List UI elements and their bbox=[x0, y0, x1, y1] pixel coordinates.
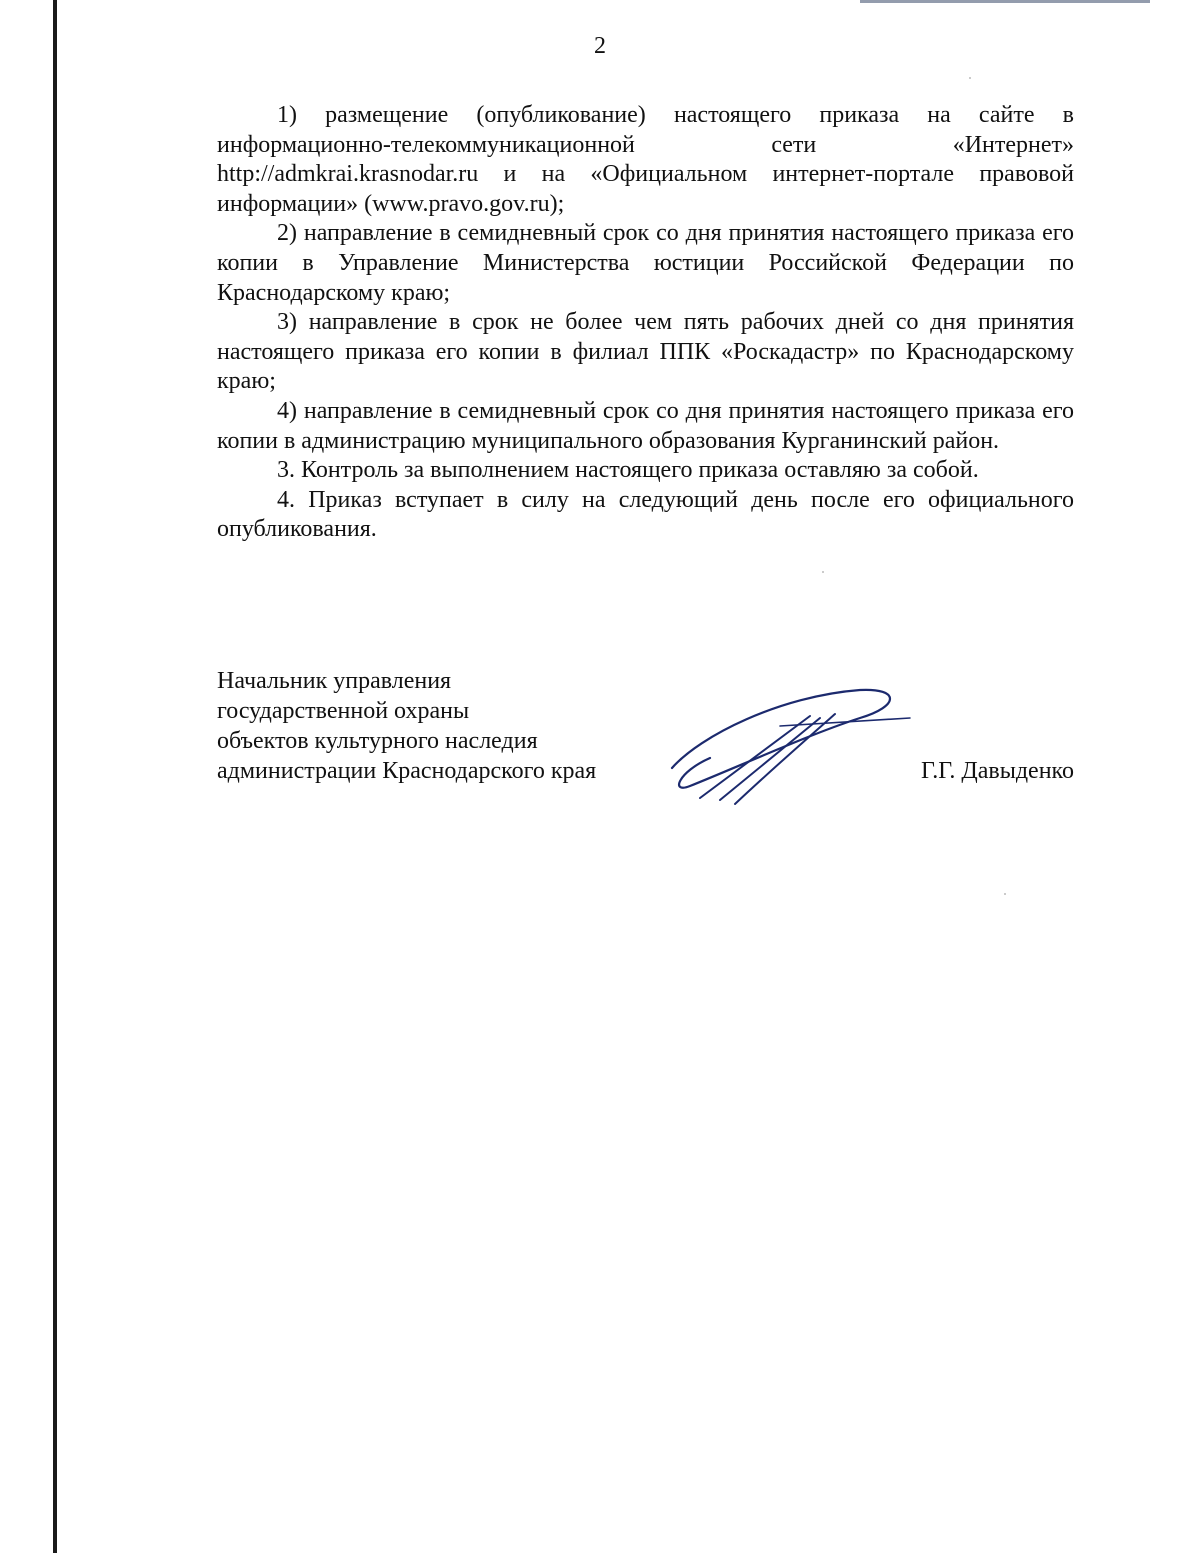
document-body bbox=[217, 101, 1074, 545]
scan-speck bbox=[969, 77, 971, 79]
paragraph-item-2: 2) направление в семидневный срок со дня принятия настоящего приказа его копии в Управление Министерства юстиции Российской Федерации по Краснодарскому краю; bbox=[217, 220, 1074, 306]
handwritten-signature bbox=[660, 676, 920, 816]
paragraph-item-4: 4) направление в семидневный срок со дня принятия настоящего приказа его копии в администрацию муниципального образования Курганинский район. bbox=[217, 397, 1074, 454]
paragraph-effective: 4. Приказ вступает в силу на следующий день после его официального опубликования. bbox=[217, 486, 1074, 543]
signer-title: Начальник управления государственной охраны объектов культурного наследия администрации Краснодарского края bbox=[217, 668, 597, 784]
scan-edge-left bbox=[53, 0, 57, 1553]
paragraph-control: 3. Контроль за выполнением настоящего приказа оставляю за собой. bbox=[277, 457, 979, 484]
paragraph-item-3: 3) направление в срок не более чем пять рабочих дней со дня принятия настоящего приказа его копии в филиал ППК «Роскадастр» по Краснодарскому краю; bbox=[217, 309, 1074, 395]
signer-name: Г.Г. Давыденко bbox=[921, 758, 1074, 784]
scan-speck bbox=[1004, 893, 1006, 895]
scan-edge-top bbox=[860, 0, 1150, 3]
signature-block bbox=[217, 666, 1074, 786]
page-number: 2 bbox=[594, 33, 606, 59]
scan-speck bbox=[822, 571, 824, 573]
paragraph-item-1: 1) размещение (опубликование) настоящего приказа на сайте в информационно-телекоммуникационной сети «Интернет» http://admkrai.krasnodar.ru и на «Официальном интернет-портале правовой информации» (www.pravo.gov.ru); bbox=[217, 102, 1074, 217]
